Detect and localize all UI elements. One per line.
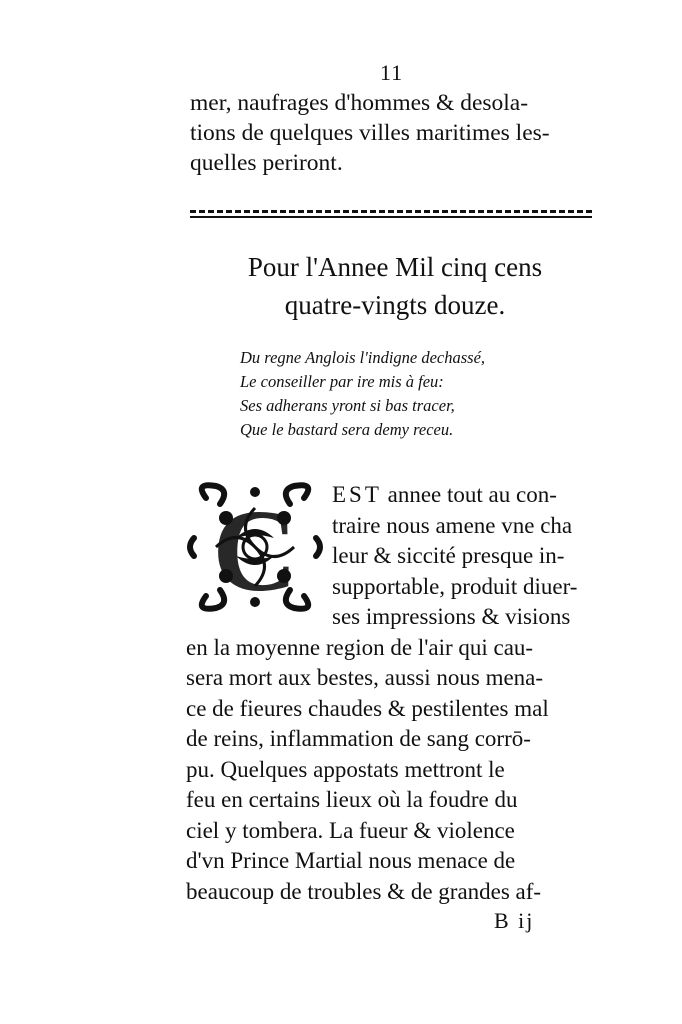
text-line: sera mort aux bestes, aussi nous mena- [186,665,544,690]
text-line: tions de quelques villes maritimes les- [190,120,550,146]
text-line: mer, naufrages d'hommes & desola- [190,90,529,116]
verse-line: Du regne Anglois l'indigne dechassé, [240,348,486,367]
section-heading [180,248,610,324]
text-line: feu en certains lieux où la foudre du [186,787,518,812]
text-line: quelles periront. [190,150,343,176]
verse-line: Que le bastard sera demy receu. [240,420,454,439]
text-line: ses impressions & visions [332,604,571,629]
text-line: de reins, inflammation de sang corrō- [186,726,531,751]
verse-line: Le conseiller par ire mis à feu: [240,372,444,391]
drop-cap-letter: C [212,485,298,616]
main-paragraph [186,480,626,907]
text-line: traire nous amene vne cha [332,512,573,538]
text-line: leur & siccité presque in- [332,543,565,568]
verse-line: Ses adherans yront si bas tracer, [240,396,455,415]
text-line: ce de fieures chaudes & pestilentes mal [186,695,549,721]
text-line: supportable, produit diuer- [332,573,578,599]
heading-line: Pour l'Annee Mil cinq cens [247,252,543,282]
prophecy-quatrain [240,346,485,442]
text-line: d'vn Prince Martial nous menace de [186,848,516,873]
page-number: 11 [380,60,404,85]
text-line: en la moyenne region de l'air qui cau- [186,634,534,660]
text-line: pu. Quelques appostats mettront le [186,756,505,782]
first-word: EST [332,482,382,507]
text-line: beaucoup de troubles & de grandes af- [186,878,542,904]
section-divider [190,210,592,213]
text-line: EST annee tout au con- [332,482,557,507]
continued-paragraph [190,88,550,178]
text-line: ciel y tombera. La fueur & violence [186,817,515,843]
heading-line: quatre-vingts douze. [284,290,506,320]
section-divider-lower [190,216,592,218]
signature-mark: B ij [494,908,535,933]
